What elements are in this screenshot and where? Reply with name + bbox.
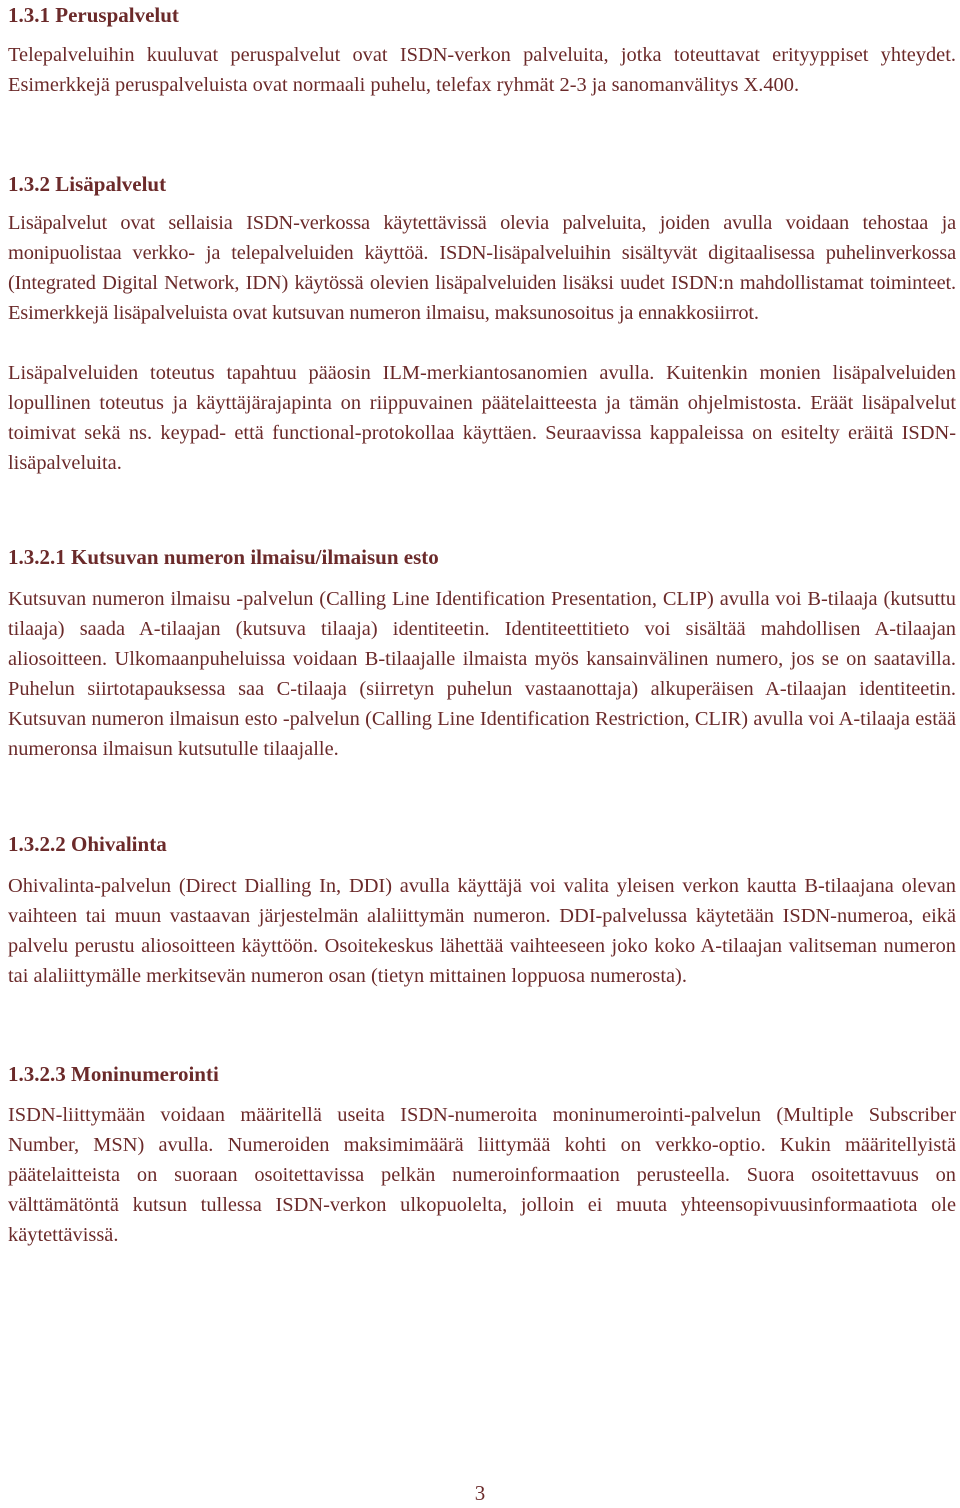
section-body-1-3-1 bbox=[8, 40, 956, 100]
section-heading-1-3-2: 1.3.2 Lisäpalvelut bbox=[8, 172, 167, 196]
paragraph: Kutsuvan numeron ilmaisu -palvelun (Calling Line Identification Presentation, CLIP) avulla voi B-tilaaja (kutsuttu tilaaja) saada A-tilaajan (kutsuva tilaaja) identiteetin. Identiteettitieto voi sisältää mahdollisen A-tilaajan aliosoitteen. Ulkomaanpuheluissa voidaan B-tilaajalle ilmaista myös kansainvälinen numero, jos se on saatavilla. Puhelun siirtotapauksessa saa C-tilaaja (siirretyn puhelun vastaanottaja) alkuperäisen A-tilaajan identiteetin. Kutsuvan numeron ilmaisun esto -palvelun (Calling Line Identification Restriction, CLIR) avulla voi A-tilaaja estää numeronsa ilmaisun kutsutulle tilaajalle. bbox=[8, 588, 956, 760]
section-heading-1-3-2-3: 1.3.2.3 Moninumerointi bbox=[8, 1062, 219, 1086]
page-number: 3 bbox=[474, 1481, 486, 1505]
section-body-1-3-2 bbox=[8, 208, 956, 478]
paragraph: ISDN-liittymään voidaan määritellä useita ISDN-numeroita moninumerointi-palvelun (Multiple Subscriber Number, MSN) avulla. Numeroiden maksimimäärä liittymää kohti on verkko-optio. Kukin määritellyistä päätelaitteista on suoraan osoitettavissa pelkän numeroinformaation perusteella. Suora osoitettavuus on välttämätöntä kutsun tullessa ISDN-verkon ulkopuolelta, jolloin ei muuta yhteensopivuusinformaatiota ole käytettävissä. bbox=[8, 1104, 956, 1246]
section-body-1-3-2-3 bbox=[8, 1100, 956, 1250]
paragraph: Telepalveluihin kuuluvat peruspalvelut ovat ISDN-verkon palveluita, jotka toteuttavat erityyppiset yhteydet. Esimerkkejä peruspalveluista ovat normaali puhelu, telefax ryhmät 2-3 ja sanomanvälitys X.400. bbox=[8, 44, 956, 96]
paragraph: Lisäpalveluiden toteutus tapahtuu pääosin ILM-merkiantosanomien avulla. Kuitenkin monien lisäpalveluiden lopullinen toteutus ja käyttäjärajapinta on riippuvainen päätelaitteesta ja tämän ohjelmistosta. Eräät lisäpalvelut toimivat sekä ns. keypad- että functional-protokollaa käyttäen. Seuraavissa kappaleissa on esitelty eräitä ISDN-lisäpalveluita. bbox=[8, 362, 956, 474]
paragraph: Ohivalinta-palvelun (Direct Dialling In, DDI) avulla käyttäjä voi valita yleisen verkon kautta B-tilaajana olevan vaihteen tai muun vastaavan järjestelmän alaliittymän numeron. DDI-palvelussa käytetään ISDN-numeroa, eikä palvelu perustu aliosoitteen käyttöön. Osoitekeskus lähettää vaihteeseen joko koko A-tilaajan valitseman numeron tai alaliittymälle merkitsevän numeron osan (tietyn mittainen loppuosa numerosta). bbox=[8, 875, 956, 987]
section-heading-1-3-1: 1.3.1 Peruspalvelut bbox=[8, 3, 179, 27]
section-body-1-3-2-1 bbox=[8, 584, 956, 764]
section-heading-1-3-2-2: 1.3.2.2 Ohivalinta bbox=[8, 832, 167, 856]
section-heading-1-3-2-1: 1.3.2.1 Kutsuvan numeron ilmaisu/ilmaisun esto bbox=[8, 545, 439, 569]
section-body-1-3-2-2 bbox=[8, 871, 956, 991]
paragraph: Lisäpalvelut ovat sellaisia ISDN-verkossa käytettävissä olevia palveluita, joiden avulla voidaan tehostaa ja monipuolistaa verkko- ja telepalveluiden käyttöä. ISDN-lisäpalveluihin sisältyvät digitaalisessa puhelinverkossa (Integrated Digital Network, IDN) käytössä olevien lisäpalveluiden lisäksi uudet ISDN:n mahdollistamat toiminteet. Esimerkkejä lisäpalveluista ovat kutsuvan numeron ilmaisu, maksunosoitus ja ennakkosiirrot. bbox=[8, 212, 956, 324]
